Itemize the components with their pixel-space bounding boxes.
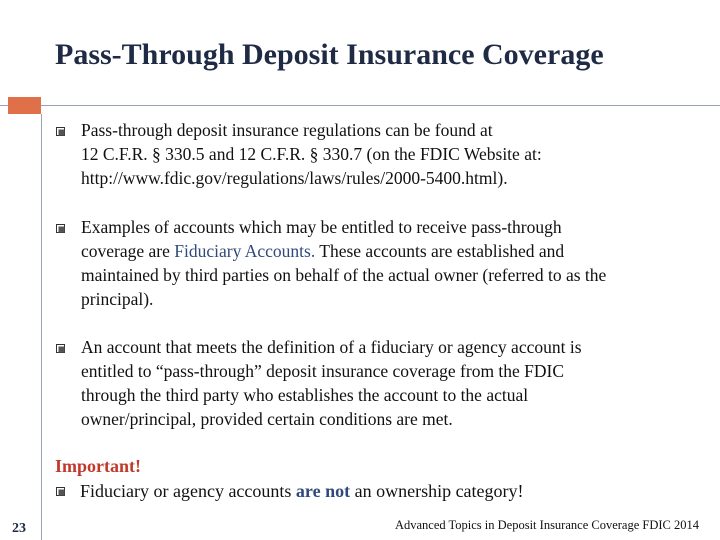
paragraph-line: http://www.fdic.gov/regulations/laws/rules/2000-5400.html). xyxy=(81,168,508,188)
square-bullet-icon xyxy=(56,224,65,233)
page-number: 23 xyxy=(12,521,26,536)
are-not-emphasis: are not xyxy=(295,481,351,501)
square-bullet-icon xyxy=(56,487,65,496)
paragraph-line: Examples of accounts which may be entitled to receive pass-through xyxy=(81,217,562,237)
title-divider-right xyxy=(41,105,720,106)
paragraph-line: entitled to “pass-through” deposit insurance coverage from the FDIC xyxy=(81,361,565,381)
paragraph-line xyxy=(81,239,693,263)
slide-title: Pass-Through Deposit Insurance Coverage xyxy=(55,38,604,71)
square-bullet-icon xyxy=(56,344,65,353)
paragraph-line: owner/principal, provided certain conditions are met. xyxy=(81,409,453,429)
fiduciary-accounts-highlight: Fiduciary Accounts. xyxy=(174,241,316,261)
title-divider-left xyxy=(0,105,8,106)
left-vertical-rule xyxy=(41,114,42,540)
bullet-paragraph-agency-account xyxy=(81,335,693,431)
bullet-paragraph-regulations xyxy=(81,118,693,190)
text-run: Fiduciary or agency accounts xyxy=(80,481,296,501)
important-label: Important! xyxy=(55,456,141,476)
paragraph-line: maintained by third parties on behalf of the actual owner (referred to as the xyxy=(81,265,607,285)
important-statement xyxy=(80,479,524,503)
paragraph-line: principal). xyxy=(81,289,154,309)
paragraph-line: An account that meets the definition of a fiduciary or agency account is xyxy=(81,337,582,357)
footer-text: Advanced Topics in Deposit Insurance Coverage FDIC 2014 xyxy=(394,518,699,532)
square-bullet-icon xyxy=(56,127,65,136)
paragraph-line: Pass-through deposit insurance regulations can be found at xyxy=(81,120,493,140)
paragraph-line: 12 C.F.R. § 330.5 and 12 C.F.R. § 330.7 (on the FDIC Website at: xyxy=(81,144,542,164)
text-run: coverage are xyxy=(81,241,175,261)
bullet-paragraph-examples xyxy=(81,215,693,311)
accent-block xyxy=(8,97,41,114)
paragraph-line: through the third party who establishes the account to the actual xyxy=(81,385,529,405)
text-run: These accounts are established and xyxy=(315,241,565,261)
text-run: an ownership category! xyxy=(350,481,524,501)
